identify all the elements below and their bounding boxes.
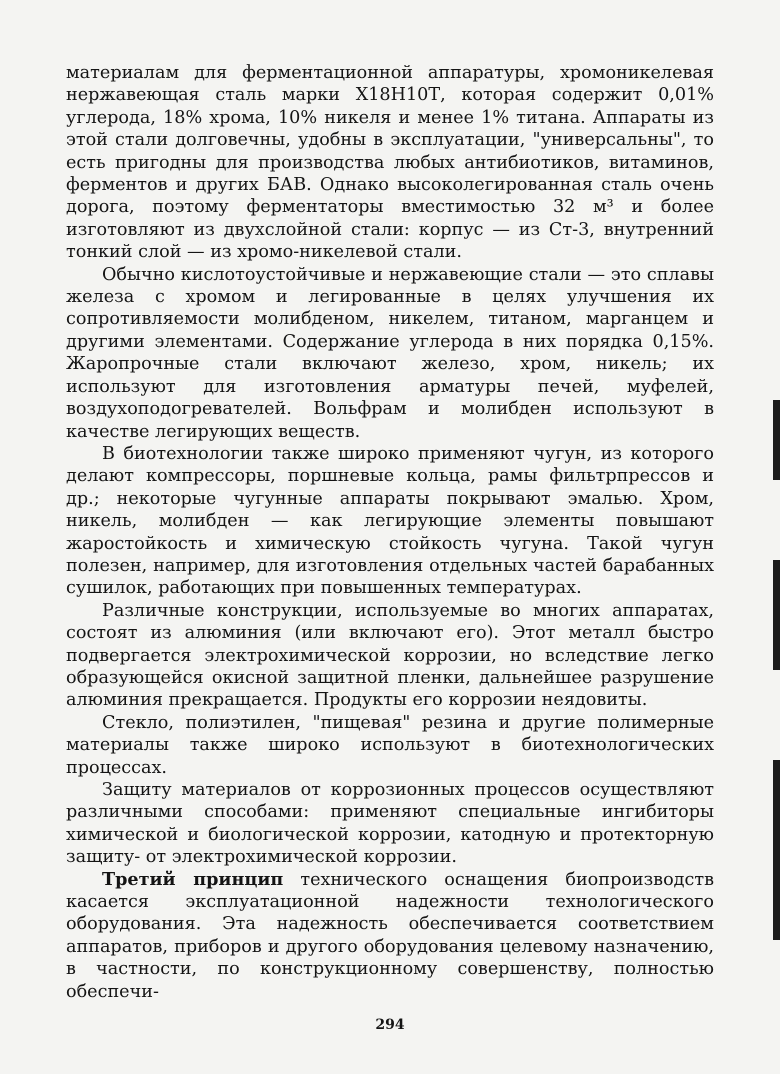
scan-edge-shadow-mid xyxy=(773,560,780,670)
scan-edge-shadow-bottom xyxy=(773,760,780,940)
scan-edge-shadow-top xyxy=(773,400,780,480)
paragraph-aluminium: Различные конструкции, используемые во многих аппаратах, состоят из алюминия (или включают его). Этот металл быстро подвергается электрохимической коррозии, но вследствие легко образующейся окисной защитной пленки, дальнейшее разрушение алюминия прекращается. Продукты его коррозии неядовиты. xyxy=(66,600,714,711)
third-principle-heading: Третий принцип xyxy=(102,868,284,890)
paragraph-acid-resistant-steels: Обычно кислотоустойчивые и нержавеющие стали — это сплавы железа с хромом и легированные в целях улучшения их сопротивляемости молибденом, никелем, титаном, марганцем и другими элементами. Содержание углерода в них порядка 0,15%. Жаропрочные стали включают железо, хром, никель; их используют для изготовления арматуры печей, муфелей, воздухоподогревателей. Вольфрам и молибден используют в качестве легирующих веществ. xyxy=(66,264,714,442)
third-principle-text: технического оснащения биопроизводств касается эксплуатационной надежности технологического оборудования. Эта надежность обеспечивается соответствием аппаратов, приборов и другого оборудования целевому назначению, в частности, по конструкционному совершенству, полностью обеспечи- xyxy=(66,869,715,1002)
paragraph-corrosion-protection: Защиту материалов от коррозионных процессов осуществляют различными способами: применяют специальные ингибиторы химической и биологической коррозии, катодную и протекторную защиту- от электрохимической коррозии. xyxy=(66,780,714,868)
paragraph-stainless-steel: материалам для ферментационной аппаратуры, хромоникелевая нержавеющая сталь марки Х18Н10Т, которая содержит 0,01% углерода, 18% хрома, 10% никеля и менее 1% титана. Аппараты из этой стали долговечны, удобны в эксплуатации, "универсальны", то есть пригодны для производства любых антибиотиков, витаминов, ферментов и других БАВ. Однако высоколегированная сталь очень дорога, поэтому ферментаторы вместимостью 32 м³ и более изготовляют из двухслойной стали: корпус — из Ст-3, внутренний тонкий слой — из хромо-никелевой стали. xyxy=(66,63,714,263)
page-body-text xyxy=(66,62,714,1003)
paragraph-polymers: Стекло, полиэтилен, "пищевая" резина и другие полимерные материалы также широко используют в биотехнологических процессах. xyxy=(66,712,714,778)
paragraph-cast-iron: В биотехнологии также широко применяют чугун, из которого делают компрессоры, поршневые кольца, рамы фильтрпрессов и др.; некоторые чугунные аппараты покрывают эмалью. Хром, никель, молибден — как легирующие элементы повышают жаростойкость и химическую стойкость чугуна. Такой чугун полезен, например, для изготовления отдельных частей барабанных сушилок, работающих при повышенных температурах. xyxy=(66,443,714,599)
paragraph-third-principle xyxy=(66,869,714,1003)
page-number: 294 xyxy=(375,1017,405,1033)
